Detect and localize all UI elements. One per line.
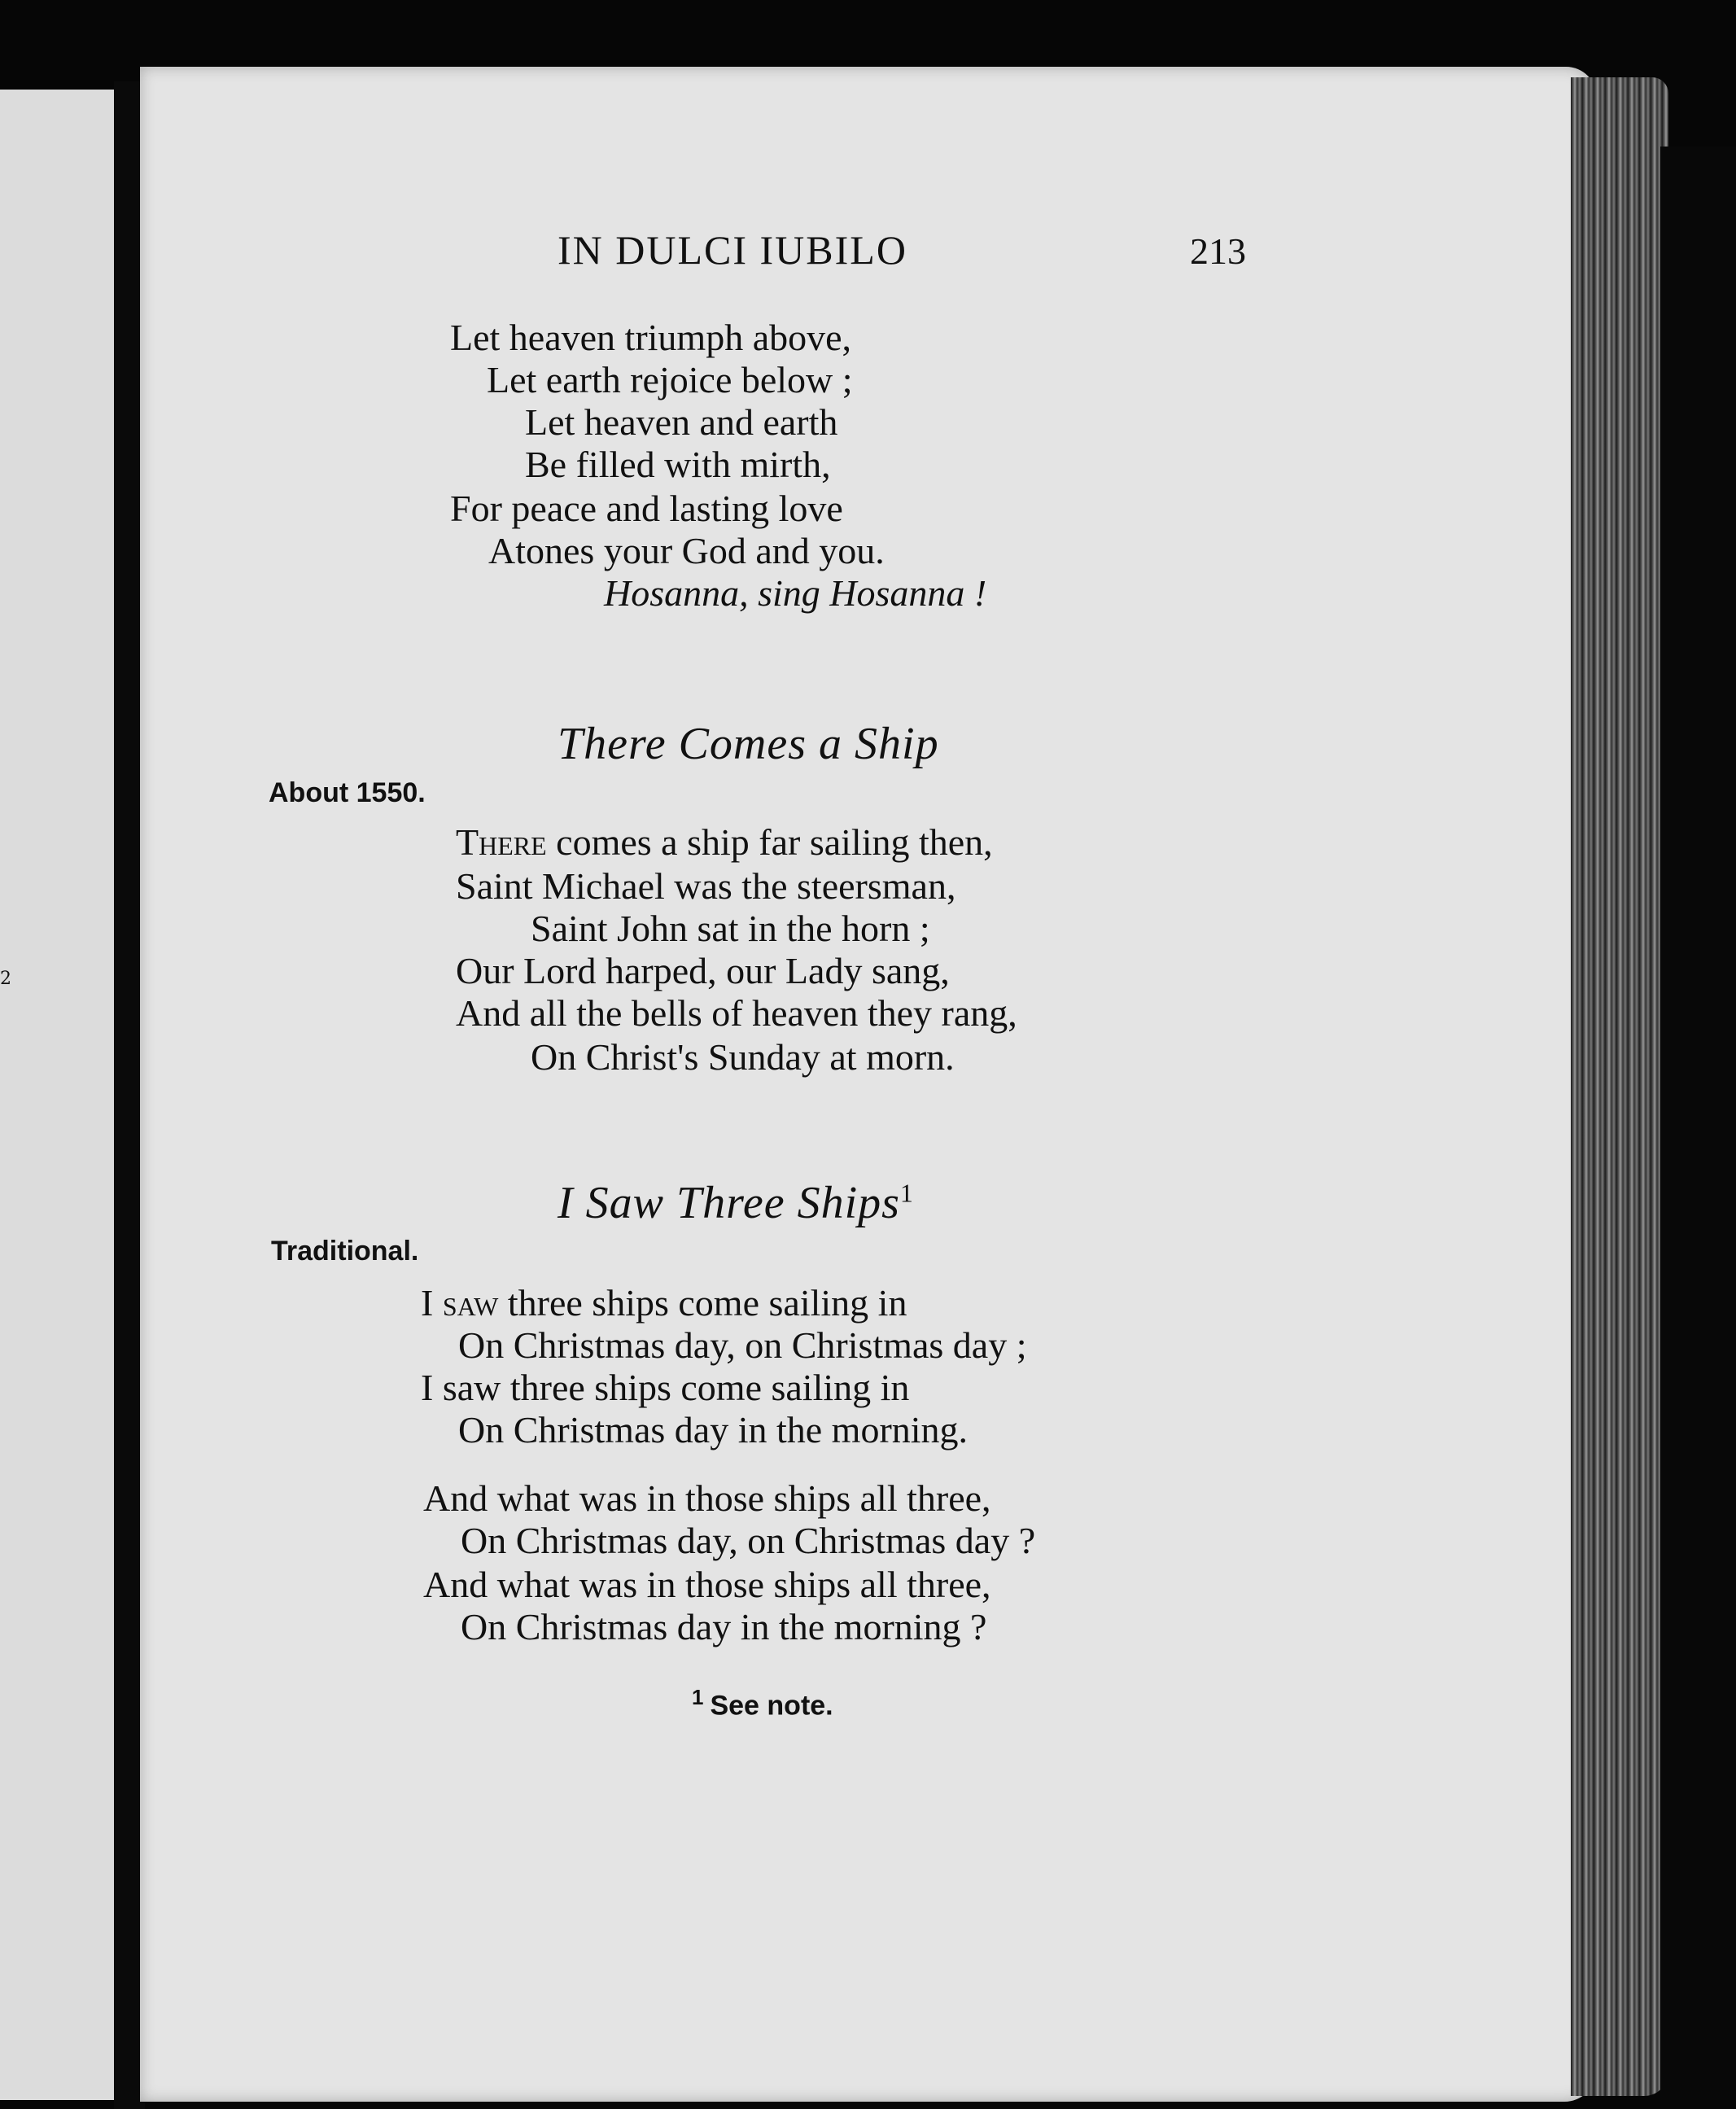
- poem-first-line-rest: three ships come sailing in: [498, 1282, 907, 1324]
- poem-line: [456, 821, 993, 863]
- left-page-number: 2: [0, 969, 11, 989]
- poem-line: And what was in those ships all three,: [423, 1477, 991, 1519]
- poem-first-letter: I: [421, 1282, 443, 1324]
- footnote: [692, 1685, 833, 1722]
- poem-line: Saint Michael was the steersman,: [456, 865, 956, 907]
- stanza-line: Let earth rejoice below ;: [487, 359, 853, 400]
- poem-line: [421, 1284, 907, 1322]
- poem-line: On Christmas day, on Christmas day ;: [458, 1324, 1027, 1366]
- left-page-edge: [0, 90, 117, 2100]
- stanza-line: For peace and lasting love: [450, 488, 843, 529]
- refrain-line: Hosanna, sing Hosanna !: [604, 572, 987, 614]
- poem-line: I saw three ships come sailing in: [421, 1367, 910, 1408]
- poem-title: [558, 1177, 914, 1229]
- stanza-line: Be filled with mirth,: [525, 444, 831, 485]
- stanza-line: Atones your God and you.: [488, 530, 885, 571]
- poem-line: And all the bells of heaven they rang,: [456, 992, 1017, 1034]
- poem-line: Our Lord harped, our Lady sang,: [456, 950, 950, 991]
- footnote-mark: 1: [692, 1685, 704, 1709]
- poem-line: On Christ's Sunday at morn.: [531, 1036, 955, 1078]
- page-fore-edge: [1571, 77, 1668, 2096]
- poem-title: There Comes a Ship: [558, 719, 939, 769]
- poem-line: And what was in those ships all three,: [423, 1564, 991, 1605]
- stanza-line: Let heaven and earth: [525, 401, 838, 443]
- right-page: [140, 67, 1597, 2102]
- page-number: 213: [1190, 230, 1246, 272]
- stanza-line: Let heaven triumph above,: [450, 317, 852, 358]
- poem-line: Saint John sat in the horn ;: [531, 908, 930, 949]
- running-title: IN DULCI IUBILO: [558, 227, 907, 273]
- poem-title-text: I Saw Three Ships: [558, 1178, 900, 1228]
- book-cover-shadow: [1660, 147, 1736, 2100]
- poem-first-word: saw: [442, 1282, 499, 1324]
- poem-line: On Christmas day in the morning.: [458, 1409, 969, 1450]
- poem-line: On Christmas day in the morning ?: [461, 1606, 987, 1647]
- poem-first-word: There: [456, 821, 547, 863]
- poem-first-line-rest: comes a ship far sailing then,: [546, 821, 993, 863]
- poem-attribution: Traditional.: [271, 1236, 419, 1267]
- footnote-ref: 1: [899, 1178, 914, 1208]
- footnote-text: See note.: [710, 1690, 833, 1722]
- poem-attribution: About 1550.: [269, 777, 426, 808]
- poem-line: On Christmas day, on Christmas day ?: [461, 1520, 1036, 1561]
